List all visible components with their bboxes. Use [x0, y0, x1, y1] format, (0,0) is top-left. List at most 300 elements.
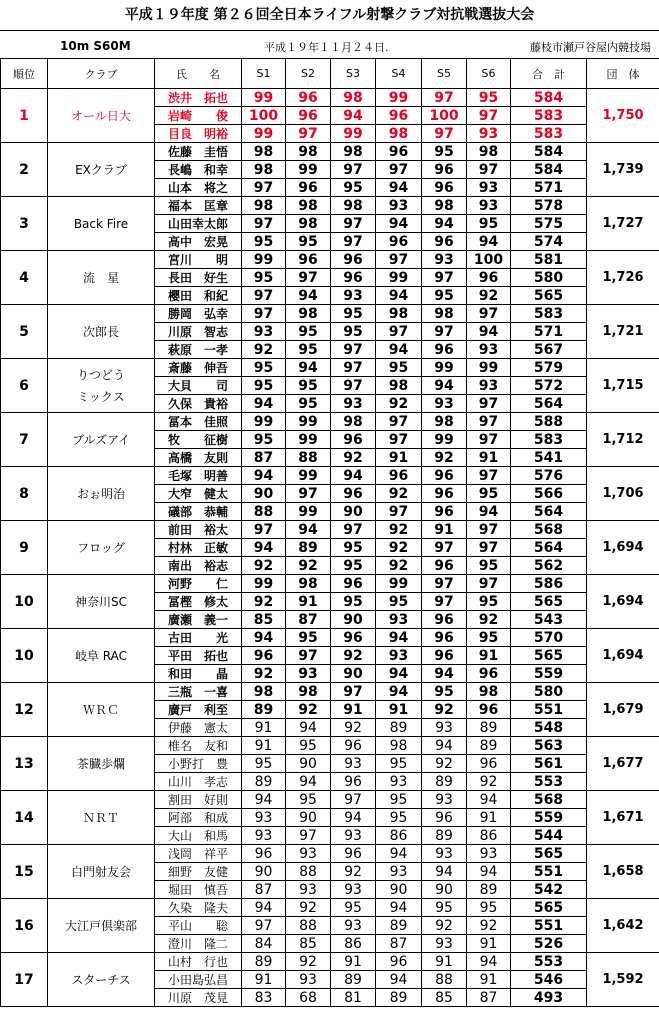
series-score: 96 — [331, 251, 376, 269]
table-row — [1, 359, 659, 377]
series-score: 94 — [286, 521, 331, 539]
series-score: 99 — [242, 575, 286, 593]
rank-cell: 10 — [1, 629, 48, 683]
series-score: 92 — [331, 449, 376, 467]
series-score: 97 — [286, 269, 331, 287]
series-score: 96 — [376, 107, 422, 125]
series-score: 95 — [467, 89, 511, 107]
individual-total: 578 — [511, 197, 587, 215]
individual-total: 561 — [511, 755, 587, 773]
series-score: 93 — [467, 197, 511, 215]
team-total: 1,694 — [587, 575, 659, 629]
series-score: 100 — [242, 107, 286, 125]
series-score: 97 — [242, 287, 286, 305]
series-score: 95 — [467, 593, 511, 611]
series-score: 89 — [422, 827, 467, 845]
results-body — [1, 89, 659, 1007]
series-score: 94 — [331, 809, 376, 827]
team-total: 1,739 — [587, 143, 659, 197]
individual-total: 546 — [511, 971, 587, 989]
series-score: 95 — [376, 791, 422, 809]
series-score: 95 — [286, 737, 331, 755]
series-score: 98 — [286, 215, 331, 233]
rank-cell: 4 — [1, 251, 48, 305]
series-score: 90 — [376, 881, 422, 899]
series-score: 92 — [467, 773, 511, 791]
series-score: 92 — [331, 863, 376, 881]
series-score: 92 — [242, 341, 286, 359]
series-score: 97 — [376, 161, 422, 179]
individual-total: 588 — [511, 413, 587, 431]
series-score: 94 — [376, 629, 422, 647]
series-score: 89 — [286, 539, 331, 557]
shooter-name: 大貝 司 — [155, 377, 242, 395]
shooter-name: 長田 好生 — [155, 269, 242, 287]
individual-total: 584 — [511, 161, 587, 179]
individual-total: 572 — [511, 377, 587, 395]
shooter-name: 細野 友健 — [155, 863, 242, 881]
shooter-name: 山川 孝志 — [155, 773, 242, 791]
series-score: 98 — [422, 413, 467, 431]
shooter-name: 斎藤 伸吾 — [155, 359, 242, 377]
series-score: 94 — [467, 953, 511, 971]
individual-total: 568 — [511, 521, 587, 539]
series-score: 91 — [331, 701, 376, 719]
series-score: 92 — [242, 593, 286, 611]
series-score: 94 — [242, 899, 286, 917]
series-score: 96 — [376, 233, 422, 251]
series-score: 88 — [286, 917, 331, 935]
series-score: 92 — [376, 521, 422, 539]
shooter-name: 和田 晶 — [155, 665, 242, 683]
series-score: 93 — [331, 287, 376, 305]
club-cell — [48, 413, 155, 467]
club-cell — [48, 791, 155, 845]
table-row — [1, 305, 659, 323]
club-name: りつどう ミックス — [76, 367, 125, 404]
series-score: 94 — [467, 233, 511, 251]
series-score: 95 — [422, 683, 467, 701]
series-score: 96 — [422, 629, 467, 647]
series-score: 87 — [242, 449, 286, 467]
series-score: 83 — [242, 989, 286, 1007]
table-row — [1, 413, 659, 431]
series-score: 96 — [286, 251, 331, 269]
series-score: 95 — [331, 305, 376, 323]
series-score: 93 — [286, 665, 331, 683]
series-score: 97 — [331, 341, 376, 359]
series-score: 95 — [376, 359, 422, 377]
series-score: 91 — [376, 449, 422, 467]
shooter-name: 高橋 友則 — [155, 449, 242, 467]
header-s5: S5 — [422, 59, 467, 89]
series-score: 97 — [376, 503, 422, 521]
series-score: 97 — [422, 269, 467, 287]
series-score: 92 — [331, 719, 376, 737]
series-score: 98 — [331, 143, 376, 161]
shooter-name: 伊藤 憲太 — [155, 719, 242, 737]
series-score: 90 — [286, 755, 331, 773]
shooter-name: 古田 光 — [155, 629, 242, 647]
series-score: 88 — [422, 971, 467, 989]
results-table — [0, 58, 659, 1007]
series-score: 89 — [467, 881, 511, 899]
series-score: 96 — [376, 467, 422, 485]
series-score: 96 — [467, 701, 511, 719]
shooter-name: 山本 将之 — [155, 179, 242, 197]
series-score: 95 — [286, 629, 331, 647]
team-total: 1,679 — [587, 683, 659, 737]
series-score: 92 — [242, 665, 286, 683]
series-score: 98 — [376, 377, 422, 395]
individual-total: 553 — [511, 773, 587, 791]
series-score: 96 — [422, 161, 467, 179]
series-score: 96 — [242, 845, 286, 863]
series-score: 91 — [422, 953, 467, 971]
series-score: 96 — [331, 845, 376, 863]
club-name: 神奈川SC — [75, 594, 127, 609]
series-score: 95 — [286, 341, 331, 359]
page-title: 平成１９年度 第２６回全日本ライフル射撃クラブ対抗戦選抜大会 — [0, 0, 659, 31]
series-score: 93 — [242, 827, 286, 845]
series-score: 94 — [286, 719, 331, 737]
individual-total: 583 — [511, 305, 587, 323]
series-score: 94 — [242, 629, 286, 647]
shooter-name: 佐藤 圭悟 — [155, 143, 242, 161]
series-score: 89 — [242, 773, 286, 791]
series-score: 88 — [286, 863, 331, 881]
series-score: 95 — [331, 899, 376, 917]
club-cell — [48, 953, 155, 1007]
series-score: 91 — [286, 593, 331, 611]
series-score: 93 — [286, 881, 331, 899]
club-cell — [48, 251, 155, 305]
individual-total: 570 — [511, 629, 587, 647]
series-score: 94 — [422, 377, 467, 395]
series-score: 94 — [376, 287, 422, 305]
club-name: ＷＲＣ — [82, 702, 119, 717]
event-info — [0, 31, 659, 58]
series-score: 92 — [286, 899, 331, 917]
series-score: 96 — [422, 503, 467, 521]
rank-cell: 13 — [1, 737, 48, 791]
shooter-name: 椎名 友和 — [155, 737, 242, 755]
series-score: 97 — [242, 521, 286, 539]
series-score: 93 — [467, 845, 511, 863]
shooter-name: 澄川 隆二 — [155, 935, 242, 953]
series-score: 95 — [331, 323, 376, 341]
individual-total: 565 — [511, 647, 587, 665]
series-score: 95 — [422, 143, 467, 161]
table-row — [1, 89, 659, 107]
rank-cell: 8 — [1, 467, 48, 521]
series-score: 91 — [467, 935, 511, 953]
series-score: 94 — [376, 845, 422, 863]
series-score: 94 — [376, 899, 422, 917]
series-score: 93 — [467, 341, 511, 359]
table-row — [1, 467, 659, 485]
series-score: 95 — [242, 359, 286, 377]
series-score: 98 — [286, 575, 331, 593]
shooter-name: 久染 隆夫 — [155, 899, 242, 917]
series-score: 93 — [331, 881, 376, 899]
individual-total: 565 — [511, 593, 587, 611]
series-score: 97 — [422, 89, 467, 107]
series-score: 97 — [331, 521, 376, 539]
individual-total: 575 — [511, 215, 587, 233]
header-team: 団 体 — [587, 59, 659, 89]
series-score: 90 — [242, 863, 286, 881]
rank-cell: 15 — [1, 845, 48, 899]
series-score: 98 — [242, 161, 286, 179]
series-score: 93 — [286, 971, 331, 989]
team-total: 1,677 — [587, 737, 659, 791]
series-score: 96 — [376, 953, 422, 971]
table-row — [1, 899, 659, 917]
shooter-name: 廣瀬 義一 — [155, 611, 242, 629]
series-score: 98 — [422, 197, 467, 215]
club-name: フロッグ — [77, 540, 125, 555]
series-score: 99 — [242, 251, 286, 269]
series-score: 95 — [376, 593, 422, 611]
series-score: 97 — [467, 161, 511, 179]
series-score: 89 — [376, 719, 422, 737]
shooter-name: 牧 征樹 — [155, 431, 242, 449]
series-score: 91 — [242, 737, 286, 755]
individual-total: 564 — [511, 503, 587, 521]
shooter-name: 毛塚 明善 — [155, 467, 242, 485]
series-score: 95 — [467, 899, 511, 917]
series-score: 89 — [467, 719, 511, 737]
series-score: 96 — [331, 431, 376, 449]
series-score: 92 — [376, 485, 422, 503]
series-score: 97 — [331, 233, 376, 251]
shooter-name: 冨本 佳照 — [155, 413, 242, 431]
club-cell — [48, 575, 155, 629]
series-score: 93 — [422, 395, 467, 413]
series-score: 98 — [422, 305, 467, 323]
series-score: 92 — [331, 647, 376, 665]
series-score: 98 — [467, 143, 511, 161]
series-score: 96 — [422, 467, 467, 485]
series-score: 88 — [242, 503, 286, 521]
shooter-name: 割田 好則 — [155, 791, 242, 809]
table-row — [1, 737, 659, 755]
series-score: 95 — [242, 377, 286, 395]
table-row — [1, 521, 659, 539]
series-score: 95 — [286, 323, 331, 341]
series-score: 94 — [331, 467, 376, 485]
club-name: ブルズアイ — [71, 432, 131, 447]
individual-total: 542 — [511, 881, 587, 899]
series-score: 95 — [376, 755, 422, 773]
series-score: 89 — [376, 989, 422, 1007]
event-name: 10m S60M — [60, 39, 131, 53]
rank-cell: 1 — [1, 89, 48, 143]
series-score: 85 — [286, 935, 331, 953]
shooter-name: 山村 行也 — [155, 953, 242, 971]
shooter-name: 川原 智志 — [155, 323, 242, 341]
series-score: 99 — [286, 467, 331, 485]
series-score: 93 — [376, 611, 422, 629]
individual-total: 553 — [511, 953, 587, 971]
shooter-name: 堀田 慎吾 — [155, 881, 242, 899]
series-score: 86 — [467, 827, 511, 845]
series-score: 89 — [467, 737, 511, 755]
shooter-name: 山田幸太郎 — [155, 215, 242, 233]
series-score: 97 — [242, 179, 286, 197]
series-score: 97 — [286, 485, 331, 503]
shooter-name: 大窄 健太 — [155, 485, 242, 503]
table-row — [1, 251, 659, 269]
individual-total: 551 — [511, 917, 587, 935]
series-score: 97 — [331, 161, 376, 179]
series-score: 96 — [467, 665, 511, 683]
shooter-name: 宮川 明 — [155, 251, 242, 269]
series-score: 93 — [422, 251, 467, 269]
individual-total: 579 — [511, 359, 587, 377]
series-score: 96 — [422, 647, 467, 665]
individual-total: 566 — [511, 485, 587, 503]
series-score: 94 — [376, 341, 422, 359]
series-score: 97 — [376, 323, 422, 341]
series-score: 96 — [286, 179, 331, 197]
series-score: 97 — [422, 575, 467, 593]
series-score: 87 — [467, 989, 511, 1007]
series-score: 93 — [467, 377, 511, 395]
club-cell — [48, 899, 155, 953]
individual-total: 583 — [511, 431, 587, 449]
series-score: 99 — [467, 359, 511, 377]
shooter-name: 福本 匡章 — [155, 197, 242, 215]
series-score: 92 — [422, 917, 467, 935]
team-total: 1,706 — [587, 467, 659, 521]
series-score: 98 — [331, 197, 376, 215]
series-score: 92 — [422, 701, 467, 719]
rank-cell: 10 — [1, 575, 48, 629]
series-score: 94 — [422, 737, 467, 755]
series-score: 95 — [376, 809, 422, 827]
series-score: 97 — [376, 431, 422, 449]
series-score: 94 — [467, 323, 511, 341]
series-score: 97 — [331, 377, 376, 395]
club-cell — [48, 197, 155, 251]
series-score: 94 — [422, 215, 467, 233]
header-club: クラブ — [48, 59, 155, 89]
series-score: 92 — [467, 611, 511, 629]
series-score: 87 — [376, 935, 422, 953]
series-score: 100 — [422, 107, 467, 125]
club-name: ＮＲＴ — [82, 810, 119, 825]
rank-cell: 2 — [1, 143, 48, 197]
series-score: 95 — [331, 593, 376, 611]
shooter-name: 阿部 和成 — [155, 809, 242, 827]
series-score: 93 — [242, 809, 286, 827]
club-name: EXクラブ — [75, 162, 127, 177]
individual-total: 584 — [511, 89, 587, 107]
shooter-name: 小田島弘昌 — [155, 971, 242, 989]
series-score: 94 — [376, 215, 422, 233]
series-score: 98 — [467, 683, 511, 701]
series-score: 96 — [422, 809, 467, 827]
series-score: 94 — [286, 773, 331, 791]
series-score: 93 — [376, 647, 422, 665]
series-score: 95 — [286, 233, 331, 251]
header-name: 氏 名 — [155, 59, 242, 89]
series-score: 95 — [286, 791, 331, 809]
series-score: 92 — [467, 917, 511, 935]
team-total: 1,694 — [587, 629, 659, 683]
series-score: 96 — [286, 107, 331, 125]
series-score: 93 — [331, 917, 376, 935]
table-row — [1, 629, 659, 647]
rank-cell: 9 — [1, 521, 48, 575]
series-score: 94 — [242, 467, 286, 485]
series-score: 97 — [376, 251, 422, 269]
series-score: 95 — [331, 539, 376, 557]
team-total: 1,750 — [587, 89, 659, 143]
series-score: 95 — [467, 629, 511, 647]
individual-total: 526 — [511, 935, 587, 953]
shooter-name: 萩原 一孝 — [155, 341, 242, 359]
series-score: 97 — [331, 683, 376, 701]
club-cell — [48, 143, 155, 197]
series-score: 93 — [242, 323, 286, 341]
table-row — [1, 791, 659, 809]
table-row — [1, 845, 659, 863]
header-s2: S2 — [286, 59, 331, 89]
individual-total: 562 — [511, 557, 587, 575]
individual-total: 493 — [511, 989, 587, 1007]
shooter-name: 前田 裕太 — [155, 521, 242, 539]
series-score: 92 — [286, 557, 331, 575]
series-score: 90 — [422, 881, 467, 899]
series-score: 94 — [242, 539, 286, 557]
individual-total: 544 — [511, 827, 587, 845]
shooter-name: 村林 正敏 — [155, 539, 242, 557]
individual-total: 568 — [511, 791, 587, 809]
series-score: 93 — [331, 395, 376, 413]
shooter-name: 久保 貴裕 — [155, 395, 242, 413]
individual-total: 541 — [511, 449, 587, 467]
team-total: 1,726 — [587, 251, 659, 305]
rank-cell: 12 — [1, 683, 48, 737]
series-score: 92 — [467, 287, 511, 305]
series-score: 92 — [286, 953, 331, 971]
club-cell — [48, 629, 155, 683]
shooter-name: 勝岡 弘幸 — [155, 305, 242, 323]
series-score: 84 — [242, 935, 286, 953]
series-score: 94 — [376, 971, 422, 989]
series-score: 94 — [242, 791, 286, 809]
series-score: 94 — [331, 107, 376, 125]
series-score: 95 — [467, 485, 511, 503]
series-score: 91 — [467, 647, 511, 665]
series-score: 93 — [422, 791, 467, 809]
team-total: 1,721 — [587, 305, 659, 359]
series-score: 98 — [376, 125, 422, 143]
shooter-name: 浅岡 祥平 — [155, 845, 242, 863]
shooter-name: 目良 明裕 — [155, 125, 242, 143]
series-score: 95 — [242, 755, 286, 773]
series-score: 86 — [376, 827, 422, 845]
team-total: 1,671 — [587, 791, 659, 845]
individual-total: 571 — [511, 179, 587, 197]
table-row — [1, 953, 659, 971]
series-score: 89 — [422, 773, 467, 791]
series-score: 97 — [286, 125, 331, 143]
club-name: 岐阜 RAC — [74, 648, 128, 663]
